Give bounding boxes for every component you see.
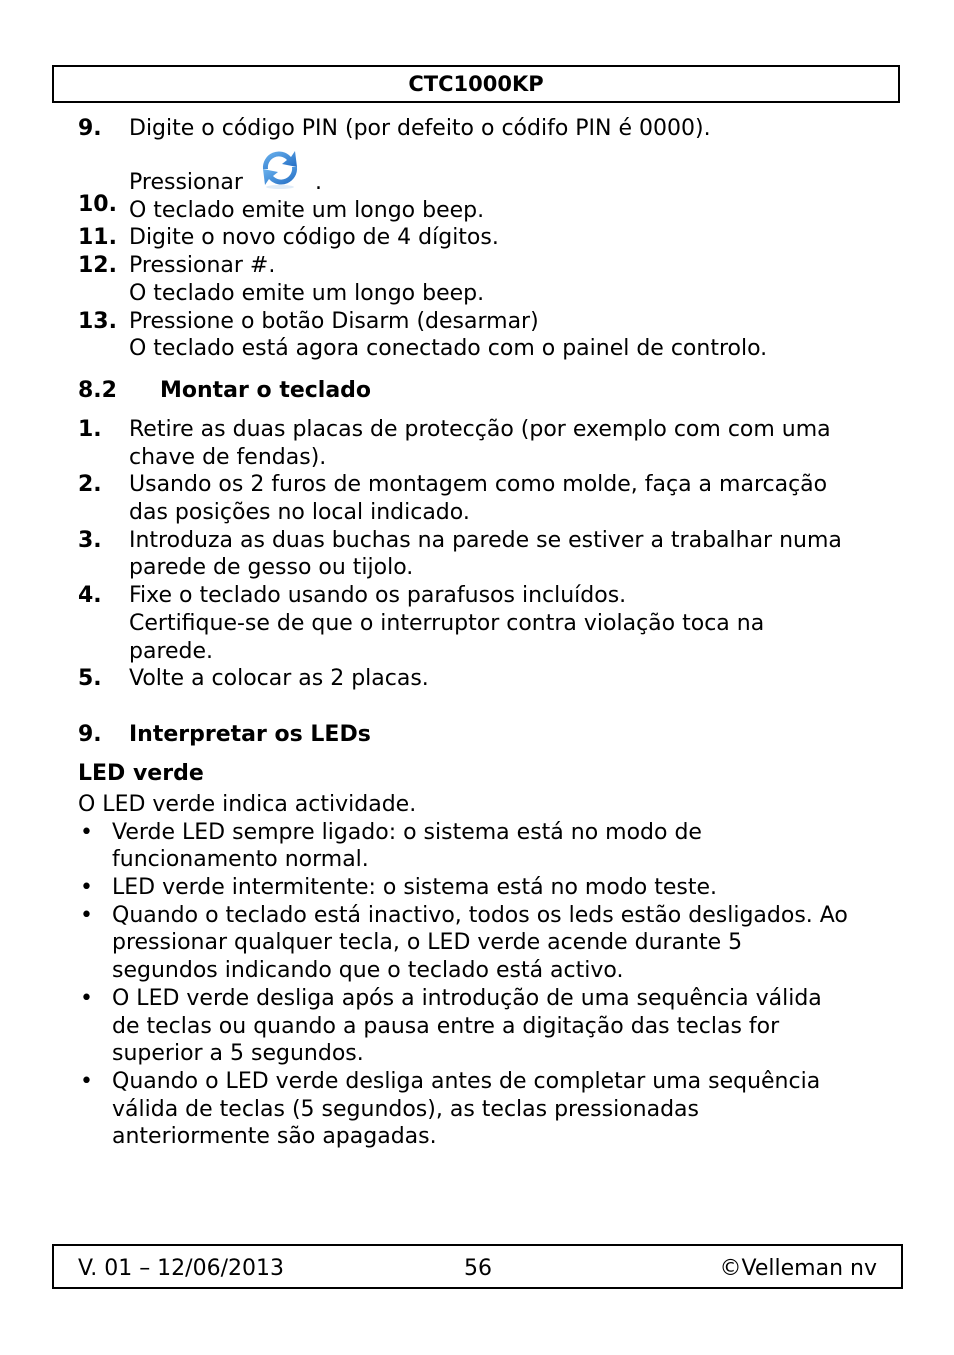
step-number: 12. [78, 253, 117, 279]
step-text: chave de fendas). [129, 444, 327, 470]
section-number: 9. [78, 721, 102, 747]
subheading-led-green: LED verde [78, 760, 204, 786]
bullet-icon: • [80, 819, 93, 845]
bullet-text: segundos indicando que o teclado está activo. [112, 958, 624, 984]
bullet-text: válida de teclas (5 segundos), as teclas pressionadas [112, 1096, 699, 1122]
list-item [78, 985, 878, 1068]
mount-step-5 [78, 665, 878, 693]
step-number: 11. [78, 225, 117, 251]
bullet-text: superior a 5 segundos. [112, 1041, 364, 1067]
list-item [78, 1068, 878, 1151]
step-number: 3. [78, 527, 102, 553]
page-content [78, 115, 878, 1151]
section-title: Interpretar os LEDs [129, 721, 371, 747]
footer-copyright: ©Velleman nv [719, 1256, 877, 1281]
list-item [78, 819, 878, 874]
section-heading-9 [78, 721, 878, 748]
step-text: parede. [129, 638, 214, 664]
step-text: Fixe o teclado usando os parafusos incluídos. [129, 583, 627, 609]
section-number: 8.2 [78, 377, 117, 403]
bullet-text: LED verde intermitente: o sistema está no modo teste. [112, 875, 718, 901]
refresh-icon [253, 145, 307, 191]
step-9 [78, 115, 878, 143]
bullet-text: Quando o teclado está inactivo, todos os leds estão desligados. Ao [112, 902, 848, 928]
bullet-text: Verde LED sempre ligado: o sistema está no modo de [112, 819, 702, 845]
page-footer [52, 1244, 903, 1289]
step-text-before-icon: Pressionar [129, 170, 243, 195]
bullet-text: O LED verde desliga após a introdução de uma sequência válida [112, 985, 822, 1011]
step-text: parede de gesso ou tijolo. [129, 555, 414, 581]
led-green-intro: O LED verde indica actividade. [78, 791, 417, 817]
step-number: 2. [78, 472, 102, 498]
step-text: O teclado emite um longo beep. [129, 280, 485, 306]
bullet-icon: • [80, 1068, 93, 1094]
step-13 [78, 308, 878, 363]
step-10 [78, 151, 878, 225]
mount-step-1 [78, 416, 878, 471]
step-text: Retire as duas placas de protecção (por exemplo com com uma [129, 416, 831, 442]
step-text [129, 151, 878, 197]
step-text: Certifique-se de que o interruptor contra violação toca na [129, 610, 765, 636]
bullet-icon: • [80, 985, 93, 1011]
step-text: Pressione o botão Disarm (desarmar) [129, 308, 539, 334]
bullet-text: Quando o LED verde desliga antes de completar uma sequência [112, 1068, 821, 1094]
mount-step-2 [78, 471, 878, 526]
bullet-text: anteriormente são apagadas. [112, 1124, 437, 1150]
step-number: 5. [78, 666, 102, 692]
led-green-bullets [78, 819, 878, 1151]
step-11 [78, 224, 878, 252]
step-text: Usando os 2 furos de montagem como molde, faça a marcação [129, 472, 828, 498]
step-text: Volte a colocar as 2 placas. [129, 666, 429, 692]
footer-page-number: 56 [464, 1256, 492, 1281]
mount-step-3 [78, 527, 878, 582]
section-title: Montar o teclado [160, 377, 372, 403]
step-text: Digite o código PIN (por defeito o códifo PIN é 0000). [129, 116, 711, 141]
step-text: Digite o novo código de 4 dígitos. [129, 225, 499, 251]
step-number: 9. [78, 116, 102, 141]
header-title: CTC1000KP [408, 72, 544, 96]
step-text: das posições no local indicado. [129, 500, 470, 526]
section-heading-8-2 [78, 377, 878, 404]
step-number: 13. [78, 308, 117, 334]
footer-version: V. 01 – 12/06/2013 [78, 1256, 284, 1281]
step-number: 10. [78, 191, 117, 217]
bullet-icon: • [80, 875, 93, 901]
list-item [78, 874, 878, 902]
step-text: Pressionar #. [129, 253, 276, 279]
mount-step-4 [78, 582, 878, 665]
step-text-after-icon: . [314, 170, 322, 195]
step-number: 1. [78, 416, 102, 442]
step-12 [78, 252, 878, 307]
bullet-text: de teclas ou quando a pausa entre a digitação das teclas for [112, 1013, 780, 1039]
bullet-icon: • [80, 902, 93, 928]
bullet-text: pressionar qualquer tecla, o LED verde acende durante 5 [112, 930, 743, 956]
bullet-text: funcionamento normal. [112, 847, 369, 873]
list-item [78, 902, 878, 985]
step-text: O teclado está agora conectado com o painel de controlo. [129, 336, 768, 362]
step-text: O teclado emite um longo beep. [129, 197, 485, 223]
step-text: Introduza as duas buchas na parede se estiver a trabalhar numa [129, 527, 842, 553]
step-number: 4. [78, 583, 102, 609]
page-header [52, 65, 900, 103]
